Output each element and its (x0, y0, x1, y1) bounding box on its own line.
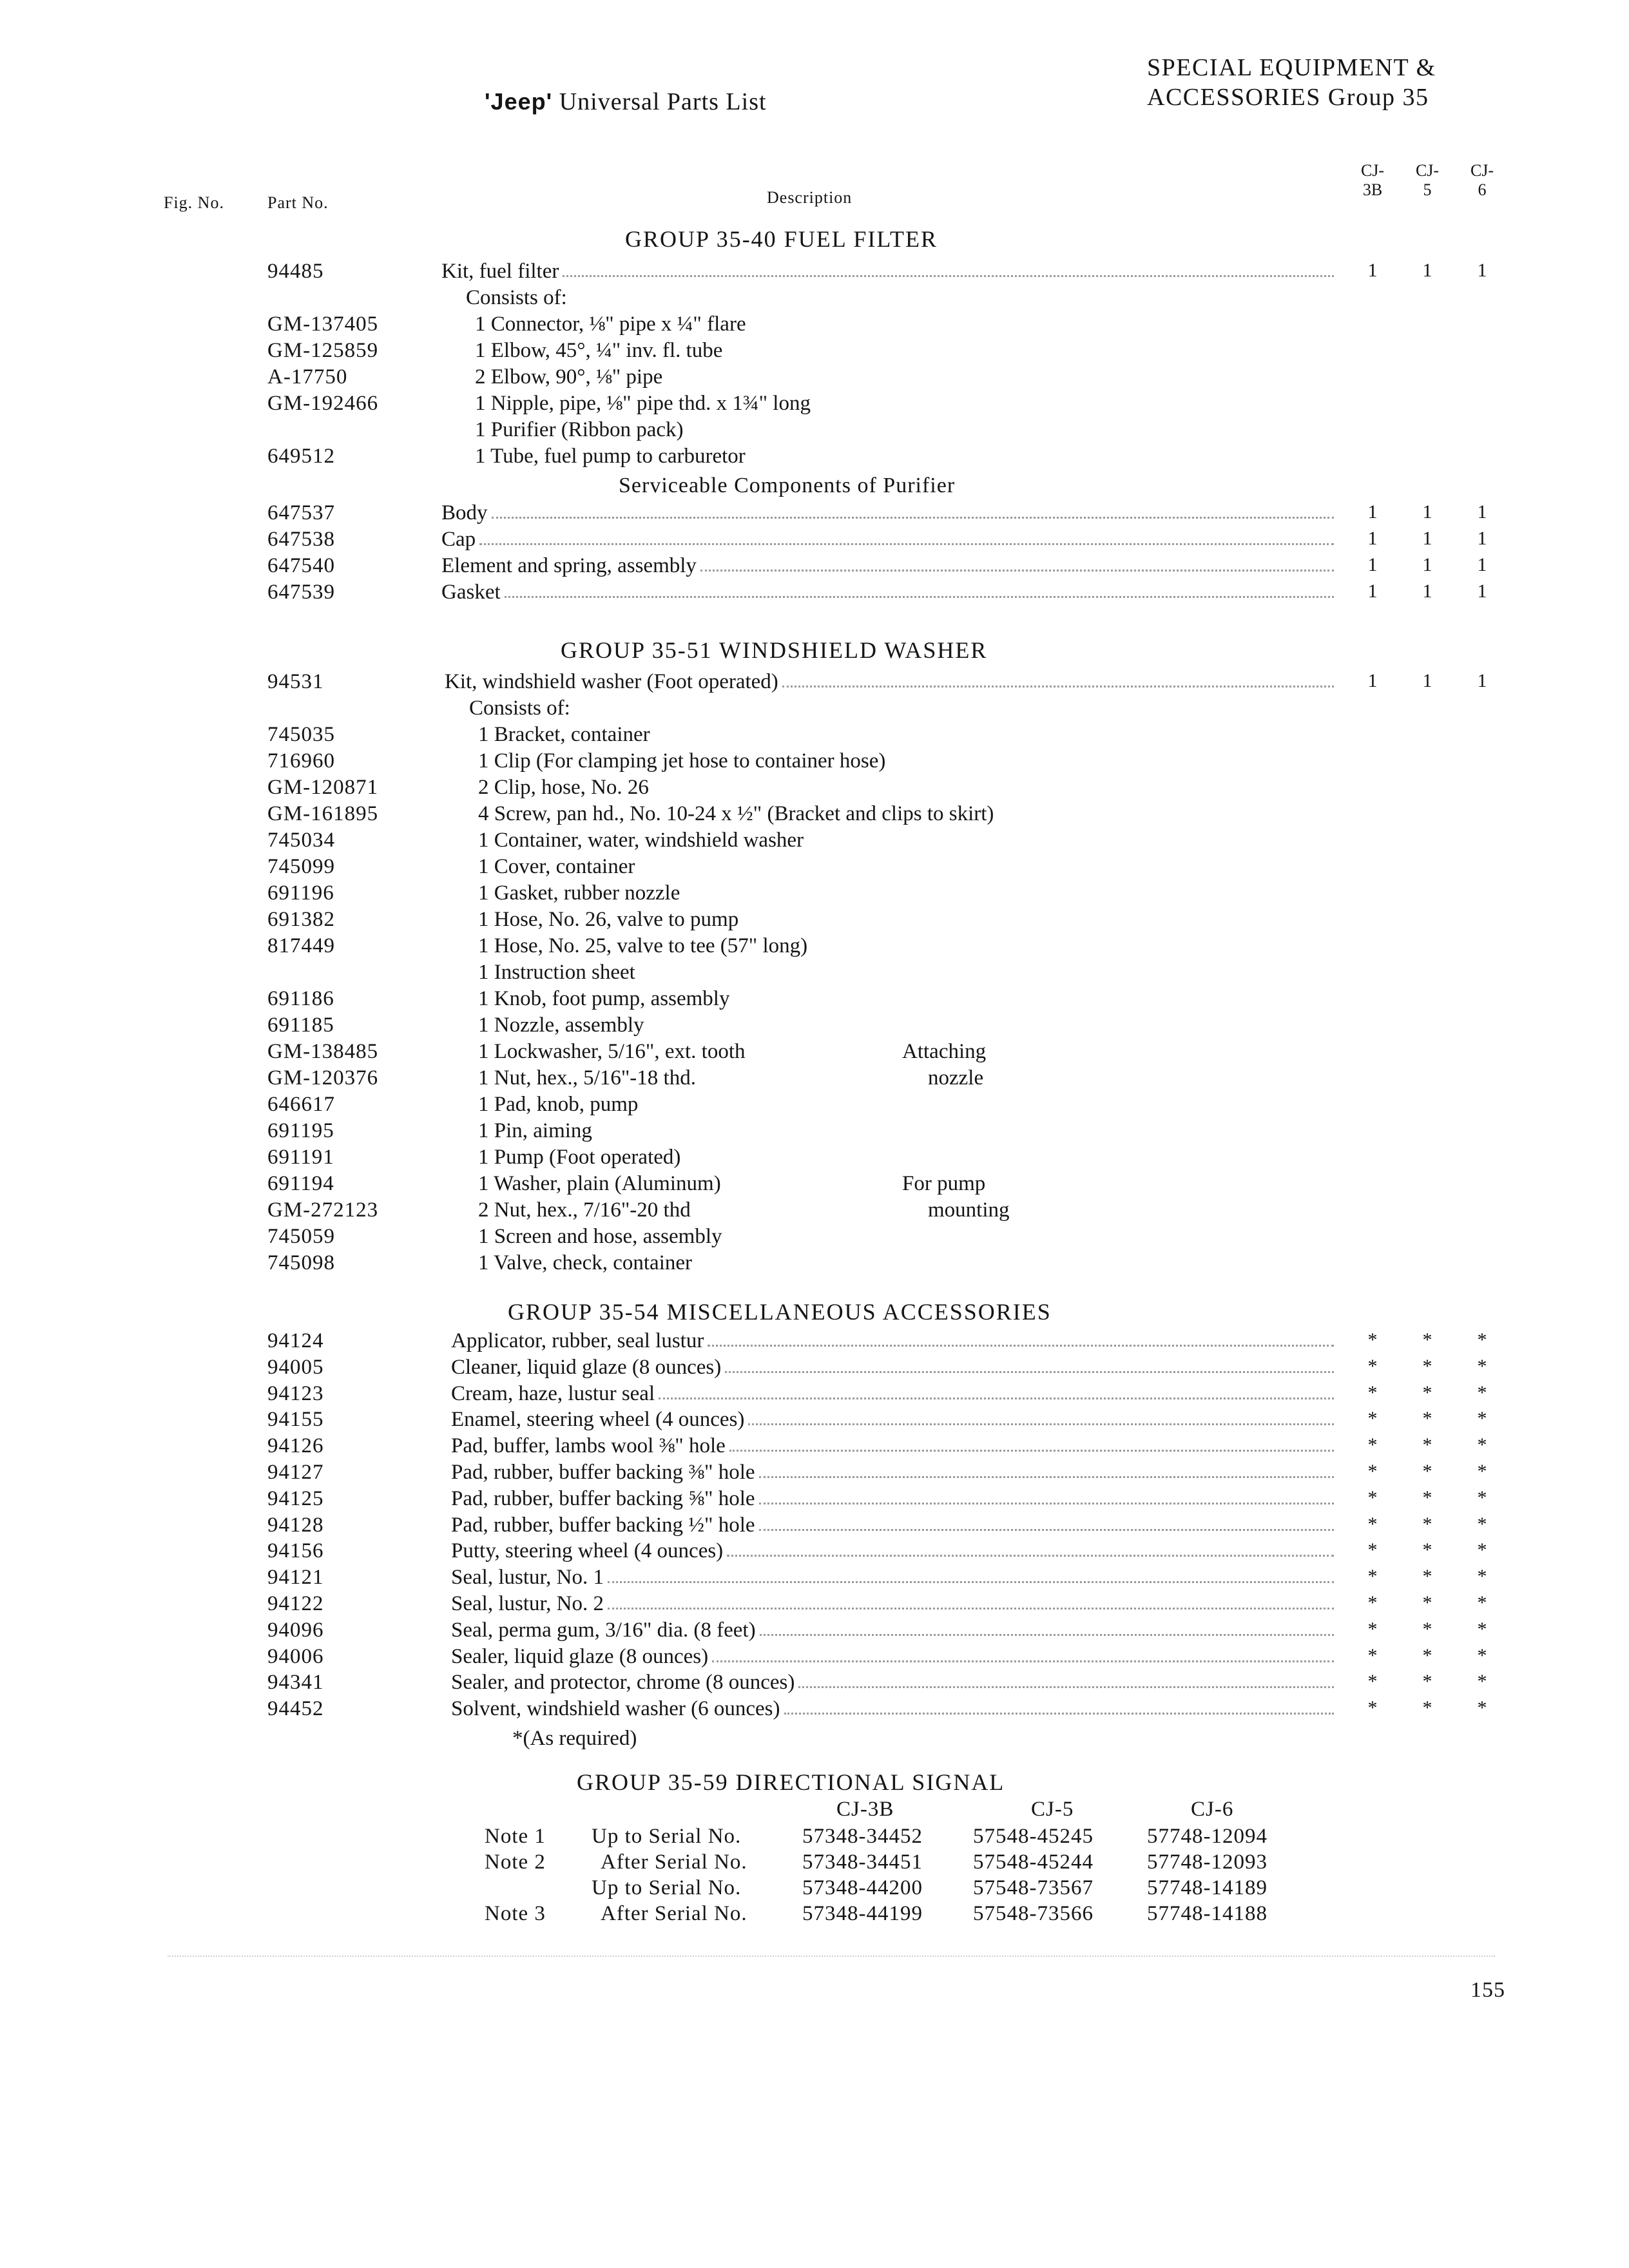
group-heading-fuel-filter: GROUP 35-40 FUEL FILTER (625, 226, 938, 252)
quantity-cell: * (1422, 1355, 1432, 1377)
table-row (0, 723, 1629, 749)
quantity-cell: * (1477, 1697, 1487, 1719)
table-row (0, 418, 1629, 444)
part-number: 646617 (267, 1093, 335, 1116)
quantity-cell: 1 (1477, 581, 1487, 602)
directional-label: After Serial No. (601, 1902, 747, 1925)
footer-rule (168, 1956, 1495, 1957)
quantity-cell: 1 (1422, 670, 1432, 691)
table-row (0, 1487, 1629, 1513)
table-row (0, 1619, 1629, 1644)
part-description: 1 Clip (For clamping jet hose to container hose) (478, 749, 886, 773)
serial-number: 57348-44199 (802, 1902, 923, 1925)
table-row (0, 829, 1629, 854)
part-number: 745034 (267, 829, 335, 852)
table-row (0, 1119, 1629, 1145)
part-number: 94123 (267, 1381, 324, 1405)
quantity-cell: * (1367, 1539, 1378, 1561)
part-description: Kit, fuel filter (441, 260, 559, 283)
part-number: 94531 (267, 670, 324, 693)
table-row (0, 1093, 1629, 1119)
part-description: Pad, rubber, buffer backing ⅜" hole (451, 1461, 755, 1484)
dot-leader (748, 1423, 1334, 1425)
table-row (0, 528, 1629, 553)
quantity-cell: * (1422, 1486, 1432, 1508)
table-row (0, 1434, 1629, 1460)
table-row (0, 987, 1629, 1013)
part-description: 1 Nipple, pipe, ⅛" pipe thd. x 1¾" long (475, 392, 811, 415)
table-row (0, 1040, 1629, 1066)
quantity-cell: * (1422, 1329, 1432, 1350)
part-number: 745098 (267, 1251, 335, 1274)
serial-number: 57748-12093 (1147, 1850, 1268, 1874)
table-row (0, 1592, 1629, 1618)
part-number: GM-192466 (267, 392, 379, 415)
table-row (0, 445, 1629, 470)
dot-leader (608, 1581, 1334, 1583)
quantity-cell: 1 (1477, 260, 1487, 281)
part-number: 647538 (267, 528, 335, 551)
part-number: 94125 (267, 1486, 324, 1510)
directional-label: After Serial No. (601, 1850, 747, 1874)
table-row (0, 749, 1629, 775)
directional-note: Note 3 (485, 1902, 546, 1925)
part-description: Element and spring, assembly (441, 554, 697, 577)
part-description: 1 Knob, foot pump, assembly (478, 987, 730, 1010)
part-number: GM-272123 (267, 1198, 379, 1222)
part-number: 716960 (267, 749, 335, 773)
bracket-note: Attaching (902, 1040, 987, 1063)
quantity-cell: * (1477, 1618, 1487, 1640)
quantity-cell: * (1422, 1513, 1432, 1535)
table-row (0, 1539, 1629, 1565)
table-row (0, 286, 1629, 312)
table-row (0, 1671, 1629, 1696)
bracket-note: mounting (928, 1198, 1010, 1222)
table-row (0, 581, 1629, 606)
part-description: 4 Screw, pan hd., No. 10-24 x ½" (Bracket and clips to skirt) (478, 802, 994, 825)
serial-number: 57548-45245 (973, 1825, 1094, 1848)
dot-leader (798, 1686, 1334, 1688)
quantity-cell: 1 (1367, 670, 1378, 691)
cj6-line2: 6 (1478, 180, 1487, 199)
part-description: 1 Valve, check, container (478, 1251, 692, 1274)
table-row (0, 1356, 1629, 1381)
bracket-note: For pump (902, 1172, 986, 1195)
quantity-cell: 1 (1422, 554, 1432, 575)
table-row (0, 934, 1629, 960)
part-number: 691185 (267, 1014, 334, 1037)
part-description: Sealer, and protector, chrome (8 ounces) (451, 1671, 795, 1695)
serial-number: 57748-12094 (1147, 1825, 1268, 1848)
part-number: 649512 (267, 445, 335, 468)
serial-number: 57348-44200 (802, 1876, 923, 1899)
part-description: 1 Hose, No. 25, valve to tee (57" long) (478, 934, 808, 957)
part-description: 1 Gasket, rubber nozzle (478, 881, 680, 905)
part-number: 94122 (267, 1592, 324, 1615)
part-description: Seal, lustur, No. 1 (451, 1566, 604, 1590)
quantity-cell: * (1477, 1329, 1487, 1350)
quantity-cell: * (1422, 1592, 1432, 1613)
quantity-cell: * (1367, 1644, 1378, 1666)
quantity-cell: * (1422, 1461, 1432, 1482)
table-row (0, 961, 1629, 986)
part-number: 647537 (267, 501, 335, 524)
quantity-cell: * (1477, 1539, 1487, 1561)
brand-name: 'Jeep' (485, 88, 553, 115)
part-description: 1 Washer, plain (Aluminum) (478, 1172, 721, 1195)
part-number: GM-138485 (267, 1040, 379, 1063)
part-number: 94485 (267, 260, 324, 283)
dot-leader (563, 275, 1334, 277)
section-header (1147, 53, 1436, 112)
part-number: GM-125859 (267, 339, 379, 362)
part-description: 1 Instruction sheet (478, 961, 635, 984)
group-heading-windshield-washer: GROUP 35-51 WINDSHIELD WASHER (561, 637, 988, 663)
quantity-cell: * (1477, 1513, 1487, 1535)
page-header-title (485, 88, 767, 116)
directional-label: Up to Serial No. (592, 1876, 742, 1899)
serial-number: 57548-45244 (973, 1850, 1094, 1874)
table-row (0, 1198, 1629, 1224)
cj6-line1: CJ- (1470, 161, 1494, 180)
quantity-cell: * (1367, 1697, 1378, 1719)
part-number: A-17750 (267, 365, 348, 389)
quantity-cell: * (1477, 1381, 1487, 1403)
part-description: 2 Clip, hose, No. 26 (478, 776, 649, 799)
part-description: 2 Elbow, 90°, ⅛" pipe (475, 365, 663, 389)
column-header-cj3b (1344, 161, 1402, 200)
table-row (0, 1225, 1629, 1251)
quantity-cell: 1 (1367, 554, 1378, 575)
part-description: Solvent, windshield washer (6 ounces) (451, 1697, 780, 1721)
quantity-cell: * (1477, 1566, 1487, 1588)
part-number: 691196 (267, 881, 334, 905)
table-row (0, 1172, 1629, 1198)
column-header-part-no: Part No. (267, 193, 329, 212)
dot-leader (782, 686, 1334, 687)
part-description: 1 Cover, container (478, 855, 635, 878)
part-description: Applicator, rubber, seal lustur (451, 1329, 704, 1352)
quantity-cell: * (1477, 1671, 1487, 1693)
table-row (0, 1645, 1629, 1671)
dot-leader (492, 517, 1334, 519)
table-row (0, 312, 1629, 338)
table-row (0, 881, 1629, 907)
part-description: Seal, perma gum, 3/16" dia. (8 feet) (451, 1618, 756, 1642)
bracket-note: nozzle (928, 1066, 984, 1090)
part-description: Kit, windshield washer (Foot operated) (445, 670, 778, 693)
part-description: Cream, haze, lustur seal (451, 1381, 655, 1405)
part-description: Pad, buffer, lambs wool ⅜" hole (451, 1434, 726, 1458)
part-number: GM-120376 (267, 1066, 379, 1090)
table-row (0, 1697, 1629, 1723)
quantity-cell: * (1477, 1486, 1487, 1508)
table-row (0, 1566, 1629, 1591)
quantity-cell: * (1477, 1434, 1487, 1456)
part-description: Body (441, 501, 488, 524)
part-description: Cap (441, 528, 476, 551)
part-description: Enamel, steering wheel (4 ounces) (451, 1408, 745, 1432)
part-number: 94156 (267, 1539, 324, 1563)
part-description: 1 Hose, No. 26, valve to pump (478, 908, 739, 931)
serial-number: 57548-73567 (973, 1876, 1094, 1899)
quantity-cell: * (1422, 1644, 1432, 1666)
dot-leader (712, 1660, 1334, 1662)
part-number: 647540 (267, 554, 335, 577)
quantity-cell: * (1367, 1592, 1378, 1613)
misc-note: *(As required) (512, 1727, 637, 1750)
part-number: GM-120871 (267, 776, 379, 799)
quantity-cell: * (1422, 1539, 1432, 1561)
quantity-cell: * (1477, 1461, 1487, 1482)
part-description: 1 Lockwasher, 5/16", ext. tooth (478, 1040, 746, 1063)
quantity-cell: * (1367, 1408, 1378, 1430)
dot-leader (784, 1713, 1334, 1715)
quantity-cell: * (1367, 1329, 1378, 1350)
purifier-subheading: Serviceable Components of Purifier (619, 474, 956, 497)
cj3b-line1: CJ- (1360, 161, 1385, 180)
quantity-cell: * (1367, 1381, 1378, 1403)
directional-note: Note 1 (485, 1825, 546, 1848)
directional-label: Up to Serial No. (592, 1825, 742, 1848)
part-number: 94452 (267, 1697, 324, 1721)
part-description: Pad, rubber, buffer backing ½" hole (451, 1513, 755, 1537)
part-number: 94341 (267, 1671, 324, 1695)
serial-number: 57348-34451 (802, 1850, 923, 1874)
quantity-cell: * (1367, 1618, 1378, 1640)
part-description: 1 Pump (Foot operated) (478, 1146, 681, 1169)
dot-leader (760, 1634, 1334, 1636)
part-number: 745035 (267, 723, 335, 746)
dot-leader (725, 1371, 1334, 1373)
part-description: Pad, rubber, buffer backing ⅝" hole (451, 1486, 755, 1510)
dot-leader (708, 1345, 1334, 1347)
quantity-cell: * (1422, 1434, 1432, 1456)
quantity-cell: * (1422, 1381, 1432, 1403)
table-row (0, 1014, 1629, 1039)
table-row (0, 392, 1629, 418)
dot-leader (505, 596, 1334, 598)
part-number: 94124 (267, 1329, 324, 1352)
quantity-cell: * (1367, 1566, 1378, 1588)
quantity-cell: * (1477, 1644, 1487, 1666)
dot-leader (608, 1608, 1334, 1610)
table-row (0, 1146, 1629, 1171)
part-number: 94126 (267, 1434, 324, 1458)
table-row (0, 1514, 1629, 1539)
part-description: 1 Container, water, windshield washer (478, 829, 804, 852)
dot-leader (759, 1503, 1334, 1504)
serial-number: 57748-14189 (1147, 1876, 1268, 1899)
part-description: 1 Elbow, 45°, ¼" inv. fl. tube (475, 339, 723, 362)
part-number: 745059 (267, 1225, 335, 1248)
quantity-cell: * (1367, 1434, 1378, 1456)
part-number: 94127 (267, 1461, 324, 1484)
quantity-cell: * (1422, 1408, 1432, 1430)
table-row (0, 1251, 1629, 1277)
part-description: 1 Tube, fuel pump to carburetor (475, 445, 746, 468)
quantity-cell: 1 (1477, 554, 1487, 575)
column-header-cj6 (1453, 161, 1511, 200)
column-header-description: Description (767, 188, 853, 207)
quantity-cell: * (1422, 1618, 1432, 1640)
part-number: 691382 (267, 908, 335, 931)
quantity-cell: * (1367, 1355, 1378, 1377)
part-number: 745099 (267, 855, 335, 878)
table-row (0, 697, 1629, 722)
part-description: 1 Pin, aiming (478, 1119, 592, 1142)
table-row (0, 776, 1629, 802)
part-description: 1 Screen and hose, assembly (478, 1225, 722, 1248)
part-number: 691194 (267, 1172, 334, 1195)
quantity-cell: 1 (1367, 260, 1378, 281)
quantity-cell: 1 (1477, 501, 1487, 523)
part-number: 94006 (267, 1644, 324, 1668)
part-number: GM-137405 (267, 312, 379, 336)
dot-leader (759, 1529, 1334, 1531)
part-description: 1 Nozzle, assembly (478, 1014, 644, 1037)
serial-number: 57348-34452 (802, 1825, 923, 1848)
serial-number: 57748-14188 (1147, 1902, 1268, 1925)
directional-header-cj3b: CJ-3B (836, 1798, 894, 1821)
table-row (0, 1382, 1629, 1408)
table-row (0, 1408, 1629, 1434)
quantity-cell: 1 (1367, 581, 1378, 602)
dot-leader (729, 1450, 1334, 1452)
title-text: Universal Parts List (552, 88, 767, 115)
quantity-cell: 1 (1422, 581, 1432, 602)
group-heading-misc-accessories: GROUP 35-54 MISCELLANEOUS ACCESSORIES (508, 1299, 1052, 1325)
cj5-line1: CJ- (1415, 161, 1440, 180)
part-number: 94155 (267, 1408, 324, 1432)
dot-leader (759, 1476, 1334, 1478)
part-number: 647539 (267, 581, 335, 604)
quantity-cell: * (1367, 1671, 1378, 1693)
part-number: 691186 (267, 987, 334, 1010)
quantity-cell: 1 (1367, 528, 1378, 549)
quantity-cell: 1 (1477, 528, 1487, 549)
quantity-cell: * (1367, 1513, 1378, 1535)
part-number: 691195 (267, 1119, 334, 1142)
dot-leader (727, 1555, 1334, 1557)
part-number: 94128 (267, 1513, 324, 1537)
column-header-fig-no: Fig. No. (164, 193, 224, 212)
part-number: 691191 (267, 1146, 334, 1169)
table-row (0, 339, 1629, 365)
quantity-cell: 1 (1422, 260, 1432, 281)
part-description: 1 Purifier (Ribbon pack) (475, 418, 684, 441)
part-number: 817449 (267, 934, 335, 957)
table-row (0, 1461, 1629, 1486)
quantity-cell: 1 (1367, 501, 1378, 523)
part-description: Putty, steering wheel (4 ounces) (451, 1539, 724, 1563)
table-row (0, 365, 1629, 391)
group-heading-directional-signal: GROUP 35-59 DIRECTIONAL SIGNAL (577, 1769, 1005, 1795)
table-row (0, 802, 1629, 828)
table-row (0, 1329, 1629, 1355)
part-description: 2 Nut, hex., 7/16"-20 thd (478, 1198, 691, 1222)
part-number: 94121 (267, 1566, 324, 1590)
part-description: Cleaner, liquid glaze (8 ounces) (451, 1355, 722, 1379)
table-row (0, 908, 1629, 934)
table-row (0, 501, 1629, 527)
quantity-cell: * (1477, 1355, 1487, 1377)
quantity-cell: * (1422, 1566, 1432, 1588)
part-number: 94005 (267, 1355, 324, 1379)
table-row (0, 670, 1629, 696)
quantity-cell: * (1422, 1697, 1432, 1719)
part-description: 1 Connector, ⅛" pipe x ¼" flare (475, 312, 746, 336)
dot-leader (479, 543, 1334, 545)
quantity-cell: * (1477, 1592, 1487, 1613)
column-header-cj5 (1398, 161, 1456, 200)
directional-header-cj6: CJ-6 (1191, 1798, 1234, 1821)
quantity-cell: 1 (1477, 670, 1487, 691)
part-description: Consists of: (466, 286, 567, 309)
part-description: Consists of: (469, 697, 570, 720)
dot-leader (700, 570, 1334, 572)
part-description: Sealer, liquid glaze (8 ounces) (451, 1644, 709, 1668)
directional-header-cj5: CJ-5 (1031, 1798, 1074, 1821)
dot-leader (659, 1398, 1334, 1399)
part-description: Gasket (441, 581, 501, 604)
table-row (0, 554, 1629, 580)
part-number: 94096 (267, 1618, 324, 1642)
quantity-cell: * (1367, 1486, 1378, 1508)
section-header-line2: ACCESSORIES Group 35 (1147, 84, 1429, 111)
part-number: GM-161895 (267, 802, 379, 825)
part-description: 1 Pad, knob, pump (478, 1093, 639, 1116)
quantity-cell: 1 (1422, 528, 1432, 549)
section-header-line1: SPECIAL EQUIPMENT & (1147, 54, 1436, 81)
cj5-line2: 5 (1423, 180, 1432, 199)
quantity-cell: * (1477, 1408, 1487, 1430)
part-description: 1 Nut, hex., 5/16"-18 thd. (478, 1066, 696, 1090)
page-number: 155 (1470, 1978, 1505, 2002)
quantity-cell: 1 (1422, 501, 1432, 523)
directional-note: Note 2 (485, 1850, 546, 1874)
table-row (0, 1066, 1629, 1092)
part-description: Seal, lustur, No. 2 (451, 1592, 604, 1615)
quantity-cell: * (1367, 1461, 1378, 1482)
quantity-cell: * (1422, 1671, 1432, 1693)
table-row (0, 855, 1629, 881)
table-row (0, 260, 1629, 285)
serial-number: 57548-73566 (973, 1902, 1094, 1925)
cj3b-line2: 3B (1362, 180, 1383, 199)
part-description: 1 Bracket, container (478, 723, 650, 746)
